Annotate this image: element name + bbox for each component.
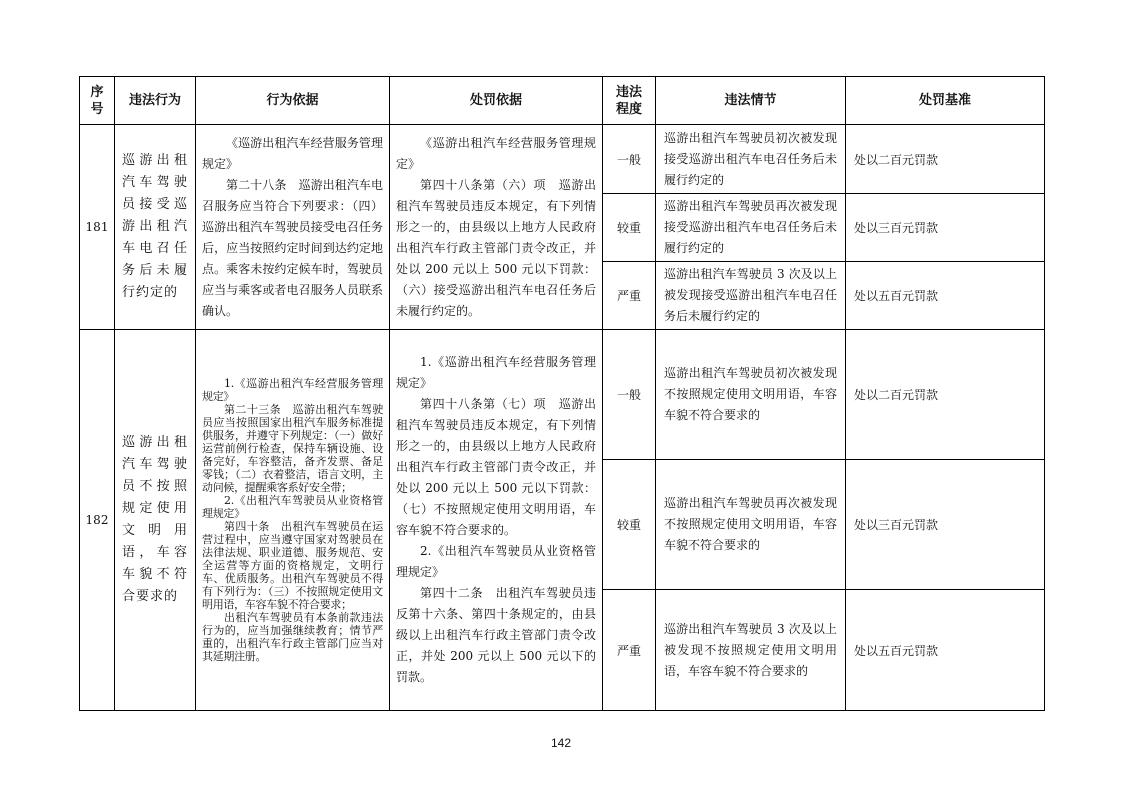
- table-row: [80, 330, 1045, 460]
- row-violation: 巡游出租汽车驾驶员接受巡游出租汽车电召任务后未履行约定的: [115, 125, 196, 330]
- act-basis-para: 第二十八条 巡游出租汽车电召服务应当符合下列要求：（四）巡游出租汽车驾驶员接受电召任务后，应当按照约定时间到达约定地点。乘客未按约定候车时，驾驶员应当与乘客或者电召服务人员联系确认。: [202, 177, 383, 318]
- standard-cell: 处以五百元罚款: [846, 262, 1045, 330]
- row-seq: 182: [80, 330, 115, 711]
- penalty-basis-para: 第四十八条第（六）项 巡游出租汽车驾驶员违反本规定，有下列情形之一的，由县级以上地方人民政府出租汽车行政主管部门责令改正，并处以 200 元以上 500 元以下罚款：（六）接受巡游出租汽车电召任务后未履行约定的。: [396, 177, 596, 318]
- degree-cell: 一般: [603, 330, 656, 460]
- penalty-basis-para: 《巡游出租汽车经营服务管理规定》: [396, 135, 596, 171]
- header-standard: 处罚基准: [846, 77, 1045, 125]
- degree-cell: 严重: [603, 262, 656, 330]
- header-degree: 违法程度: [603, 77, 656, 125]
- degree-cell: 较重: [603, 194, 656, 262]
- degree-cell: 一般: [603, 125, 656, 194]
- plot-cell: 巡游出租汽车驾驶员 3 次及以上被发现接受巡游出租汽车电召任务后未履行约定的: [656, 262, 846, 330]
- penalty-basis-para: 第四十二条 出租汽车驾驶员违反第十六条、第四十条规定的，由县级以上出租汽车行政主管部门责令改正，并处 200 元以上 500 元以下的罚款。: [396, 586, 596, 684]
- table-row: [80, 125, 1045, 194]
- penalty-table: [79, 76, 1045, 711]
- penalty-basis-para: 1.《巡游出租汽车经营服务管理规定》: [396, 355, 596, 390]
- header-plot: 违法情节: [656, 77, 846, 125]
- act-basis-para: 第四十条 出租汽车驾驶员在运营过程中，应当遵守国家对驾驶员在法律法规、职业道德、服务规范、安全运营等方面的资格规定，文明行车、优质服务。出租汽车驾驶员不得有下列行为：（三）不按照规定使用文明用语，车容车貌不符合要求；: [202, 520, 383, 611]
- header-row: [80, 77, 1045, 125]
- row-act-basis: [196, 330, 390, 711]
- header-violation: 违法行为: [115, 77, 196, 125]
- row-violation: 巡游出租汽车驾驶员不按照规定使用文明用语，车容车貌不符合要求的: [115, 330, 196, 711]
- degree-cell: 较重: [603, 460, 656, 590]
- penalty-basis-para: 2.《出租汽车驾驶员从业资格管理规定》: [396, 544, 596, 579]
- plot-cell: 巡游出租汽车驾驶员初次被发现不按照规定使用文明用语，车容车貌不符合要求的: [656, 330, 846, 460]
- plot-cell: 巡游出租汽车驾驶员再次被发现接受巡游出租汽车电召任务后未履行约定的: [656, 194, 846, 262]
- act-basis-para: 出租汽车驾驶员有本条前款违法行为的，应当加强继续教育；情节严重的，出租汽车行政主管部门应当对其延期注册。: [202, 611, 383, 663]
- page-number: 142: [550, 736, 572, 750]
- degree-cell: 严重: [603, 590, 656, 711]
- act-basis-para: 《巡游出租汽车经营服务管理规定》: [202, 135, 383, 171]
- row-penalty-basis: [390, 125, 603, 330]
- act-basis-para: 1.《巡游出租汽车经营服务管理规定》: [202, 377, 383, 403]
- plot-cell: 巡游出租汽车驾驶员初次被发现接受巡游出租汽车电召任务后未履行约定的: [656, 125, 846, 194]
- header-seq: 序号: [80, 77, 115, 125]
- standard-cell: 处以三百元罚款: [846, 460, 1045, 590]
- standard-cell: 处以二百元罚款: [846, 125, 1045, 194]
- row-seq: 181: [80, 125, 115, 330]
- act-basis-para: 第二十三条 巡游出租汽车驾驶员应当按照国家出租汽车服务标准提供服务，并遵守下列规定：（一）做好运营前例行检查，保持车辆设施、设备完好，车容整洁，备齐发票、备足零钱；（二）衣着整洁，语言文明，主动问候，提醒乘客系好安全带；: [202, 403, 383, 494]
- plot-cell: 巡游出租汽车驾驶员再次被发现不按照规定使用文明用语，车容车貌不符合要求的: [656, 460, 846, 590]
- row-penalty-basis: [390, 330, 603, 711]
- standard-cell: 处以二百元罚款: [846, 330, 1045, 460]
- row-act-basis: [196, 125, 390, 330]
- header-penalty-basis: 处罚依据: [390, 77, 603, 125]
- standard-cell: 处以三百元罚款: [846, 194, 1045, 262]
- standard-cell: 处以五百元罚款: [846, 590, 1045, 711]
- penalty-basis-para: 第四十八条第（七）项 巡游出租汽车驾驶员违反本规定，有下列情形之一的，由县级以上地方人民政府出租汽车行政主管部门责令改正，并处以 200 元以上 500 元以下罚款：（七）不按照规定使用文明用语，车容车貌不符合要求的。: [396, 397, 596, 537]
- header-act-basis: 行为依据: [196, 77, 390, 125]
- act-basis-para: 2.《出租汽车驾驶员从业资格管理规定》: [202, 494, 383, 520]
- plot-cell: 巡游出租汽车驾驶员 3 次及以上被发现不按照规定使用文明用语，车容车貌不符合要求的: [656, 590, 846, 711]
